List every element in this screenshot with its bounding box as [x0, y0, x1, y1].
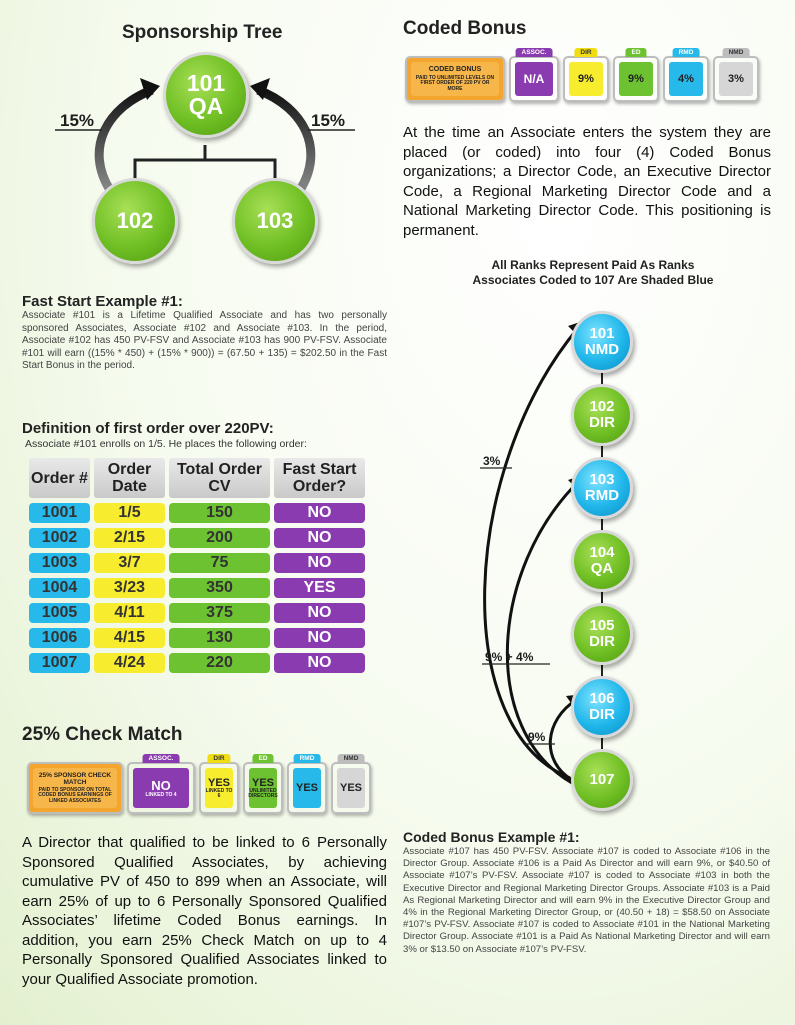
fast-start-text: Associate #101 is a Lifetime Qualified Associate and has two personally sponsored Associates, Associate #102 and Associate #103. In the period, Associate #102 has 450 PV-FSV and Associate #103 has 900 PV-FSV. Associate #101 will earn ((15% * 450) + (15% * 900)) = (67.50 + 135) = $202.50 in the Fast Start Bonus in the period. — [22, 310, 387, 372]
chain-node-rank: DIR — [589, 706, 615, 723]
table-row — [29, 578, 365, 598]
ranks-note-line2: Associates Coded to 107 Are Shaded Blue — [472, 273, 714, 287]
fast-start-header: Fast Start Order? — [274, 458, 365, 498]
order-cell-date: 1/5 — [94, 503, 165, 523]
order-number-header: Order # — [29, 458, 90, 498]
coded-bonus-boxes — [405, 49, 759, 102]
check-match-title: 25% Check Match — [22, 724, 183, 745]
tree-node-103 — [232, 178, 318, 264]
orders-table — [25, 453, 369, 678]
chain-node-number: 107 — [589, 771, 615, 788]
check-match-dir-sub: LINKED TO 6 — [205, 787, 233, 799]
check-match-assoc-box — [127, 755, 195, 814]
order-cell-fs: NO — [274, 503, 365, 523]
coded-bonus-dir-value: 9% — [578, 73, 594, 85]
coded-bonus-ed-box — [613, 49, 659, 102]
chain-node-105 — [571, 603, 633, 665]
tree-node-103-number: 103 — [256, 208, 294, 233]
tree-node-101-rank: QA — [188, 93, 224, 119]
table-row — [29, 528, 365, 548]
coded-bonus-dir-box — [563, 49, 609, 102]
tree-node-101-number: 101 — [186, 70, 226, 96]
arrow-label-3pct: 3% — [483, 454, 501, 468]
coded-bonus-assoc-tag: ASSOC. — [516, 48, 553, 57]
table-row — [29, 603, 365, 623]
chain-node-rank: RMD — [584, 487, 620, 504]
chain-node-number: 103 — [589, 471, 615, 488]
check-match-assoc-tag: ASSOC. — [143, 754, 180, 763]
coded-bonus-ed-tag: ED — [625, 48, 646, 57]
table-row — [29, 553, 365, 573]
chain-node-number: 102 — [589, 398, 615, 415]
coded-bonus-rmd-value: 4% — [678, 73, 694, 85]
chain-node-106 — [571, 676, 633, 738]
coded-bonus-label-main: CODED BONUS — [428, 65, 482, 73]
order-date-header: Order Date — [94, 458, 165, 498]
coded-bonus-nmd-tag: NMD — [723, 48, 750, 57]
table-row — [29, 653, 365, 673]
check-match-dir-value: YES — [207, 776, 230, 789]
order-cell-fs: NO — [274, 528, 365, 548]
check-match-ed-tag: ED — [252, 754, 273, 763]
check-match-label-box — [27, 762, 123, 814]
check-match-assoc-value: NO — [151, 777, 171, 793]
tree-node-102 — [92, 178, 178, 264]
order-cell-fs: NO — [274, 553, 365, 573]
order-cell-cv: 130 — [169, 628, 270, 648]
table-row — [29, 503, 365, 523]
check-match-rmd-tag: RMD — [294, 754, 321, 763]
coded-bonus-title: Coded Bonus — [403, 18, 527, 39]
tree-node-101 — [163, 52, 249, 138]
order-cell-cv: 350 — [169, 578, 270, 598]
fast-start-title: Fast Start Example #1: — [22, 293, 183, 310]
coded-bonus-label-sub: PAID TO UNLIMITED LEVELS ON FIRST ORDER OF 220 PV OR MORE — [415, 74, 495, 92]
order-cell-date: 4/15 — [94, 628, 165, 648]
order-cell-fs: NO — [274, 603, 365, 623]
coded-bonus-dir-tag: DIR — [574, 48, 597, 57]
check-match-ed-box — [243, 755, 283, 814]
check-match-rmd-value: YES — [295, 782, 318, 794]
check-match-ed-value: YES — [251, 776, 274, 789]
chain-node-number: 105 — [589, 617, 615, 634]
ranks-note-line1: All Ranks Represent Paid As Ranks — [491, 258, 695, 272]
order-cell-date: 4/24 — [94, 653, 165, 673]
order-cell-cv: 150 — [169, 503, 270, 523]
table-row — [29, 628, 365, 648]
order-cell-date: 3/23 — [94, 578, 165, 598]
check-match-nmd-box — [331, 755, 371, 814]
ranks-note — [403, 258, 783, 288]
chain-node-102 — [571, 384, 633, 446]
order-cell-cv: 75 — [169, 553, 270, 573]
arrow-label-9-4pct: 9% + 4% — [485, 650, 534, 664]
check-match-nmd-tag: NMD — [338, 754, 365, 763]
chain-node-rank: DIR — [589, 633, 615, 650]
chain-node-rank: DIR — [589, 414, 615, 431]
check-match-text: A Director that qualified to be linked to 6 Personally Sponsored Qualified Associates, by achieving cumulative PV of 450 to 899 when an Associate, will earn 25% of up to 6 Personally Sponsored Qualified Associates’ lifetime Coded Bonus earnings. In addition, you earn 25% Check Match on up to 4 Personally Sponsored Qualified Associates linked to your Qualified Associate promotion. — [22, 834, 387, 988]
chain-node-number: 101 — [589, 325, 615, 342]
left-percent-label: 15% — [60, 111, 95, 130]
check-match-label-sub: PAID TO SPONSOR ON TOTAL CODED BONUS EARNINGS OF LINKED ASSOCIATES — [38, 786, 112, 804]
order-cell-date: 4/11 — [94, 603, 165, 623]
orders-table-header — [29, 458, 365, 498]
coded-bonus-text: At the time an Associate enters the system they are placed (or coded) into four (4) Coded Bonus organizations; a Director Code, an Executive Director Code, a Regional Marketing Director Code and a National Marketing Director Code. This positioning is permanent. — [403, 124, 771, 239]
coded-bonus-rmd-box — [663, 49, 709, 102]
coded-bonus-ed-value: 9% — [628, 73, 644, 85]
chain-node-number: 104 — [589, 544, 615, 561]
coded-bonus-nmd-box — [713, 49, 759, 102]
order-cell-fs: NO — [274, 628, 365, 648]
order-cell-cv: 375 — [169, 603, 270, 623]
example-title: Coded Bonus Example #1: — [403, 829, 580, 845]
order-cell-order: 1004 — [29, 578, 90, 598]
tree-node-102-number: 102 — [116, 208, 154, 233]
arrow-label-9pct: 9% — [528, 730, 546, 744]
chain-node-104 — [571, 530, 633, 592]
order-cell-order: 1002 — [29, 528, 90, 548]
sponsorship-tree-title: Sponsorship Tree — [122, 22, 283, 43]
order-cell-fs: YES — [274, 578, 365, 598]
check-match-nmd-value: YES — [339, 782, 362, 794]
order-cell-order: 1005 — [29, 603, 90, 623]
chain-node-rank: QA — [590, 560, 614, 577]
check-match-boxes — [27, 755, 371, 814]
order-cell-order: 1007 — [29, 653, 90, 673]
order-cell-cv: 200 — [169, 528, 270, 548]
chain-node-103 — [571, 457, 633, 519]
coded-bonus-rmd-tag: RMD — [673, 48, 700, 57]
check-match-ed-sub: UNLIMITED DIRECTORS — [248, 787, 278, 799]
order-cell-fs: NO — [274, 653, 365, 673]
chain-node-101 — [571, 311, 633, 373]
definition-title: Definition of first order over 220PV: — [22, 420, 274, 437]
order-cell-date: 3/7 — [94, 553, 165, 573]
example-text: Associate #107 has 450 PV-FSV. Associate #107 is coded to Associate #106 in the Director Group. Associate #106 is a Paid As Director and will earn 9%, or $40.50 of Associate #107’s PV-FSV. Associate #107 is coded to Associate #103 in both the Executive Director and Regional Marketing Director Groups. Associate #103 is a Paid As Regional Marketing Director and will earn 9% in the Executive Director Group and 4% in the Regional Marketing Director Group, or (40.50 + 18) = $58.50 on Associate #107’s PV-FSV. Associate #107 is coded to Associate #101 in the National Marketing Director Group. Associate #101 is a Paid As National Marketing Director and will earn 3% or $13.50 on Associate #107’s PV-FSV. — [403, 846, 770, 955]
definition-subtitle: Associate #101 enrolls on 1/5. He places the following order: — [25, 438, 307, 450]
check-match-label-main: 25% SPONSOR CHECK MATCH — [38, 771, 112, 786]
check-match-dir-box — [199, 755, 239, 814]
order-cell-cv: 220 — [169, 653, 270, 673]
coded-bonus-assoc-value: N/A — [523, 72, 545, 86]
check-match-rmd-box — [287, 755, 327, 814]
check-match-assoc-sub: LINKED TO 4 — [145, 791, 177, 798]
coded-bonus-assoc-box — [509, 49, 559, 102]
coded-bonus-nmd-value: 3% — [728, 73, 744, 85]
chain-node-107 — [571, 749, 633, 811]
right-percent-label: 15% — [311, 111, 346, 130]
chain-node-number: 106 — [589, 690, 615, 707]
chain-node-rank: NMD — [584, 341, 620, 358]
check-match-dir-tag: DIR — [207, 754, 230, 763]
order-cell-date: 2/15 — [94, 528, 165, 548]
order-cv-header: Total Order CV — [169, 458, 270, 498]
order-cell-order: 1001 — [29, 503, 90, 523]
coded-bonus-label-box — [405, 56, 505, 102]
order-cell-order: 1006 — [29, 628, 90, 648]
order-cell-order: 1003 — [29, 553, 90, 573]
